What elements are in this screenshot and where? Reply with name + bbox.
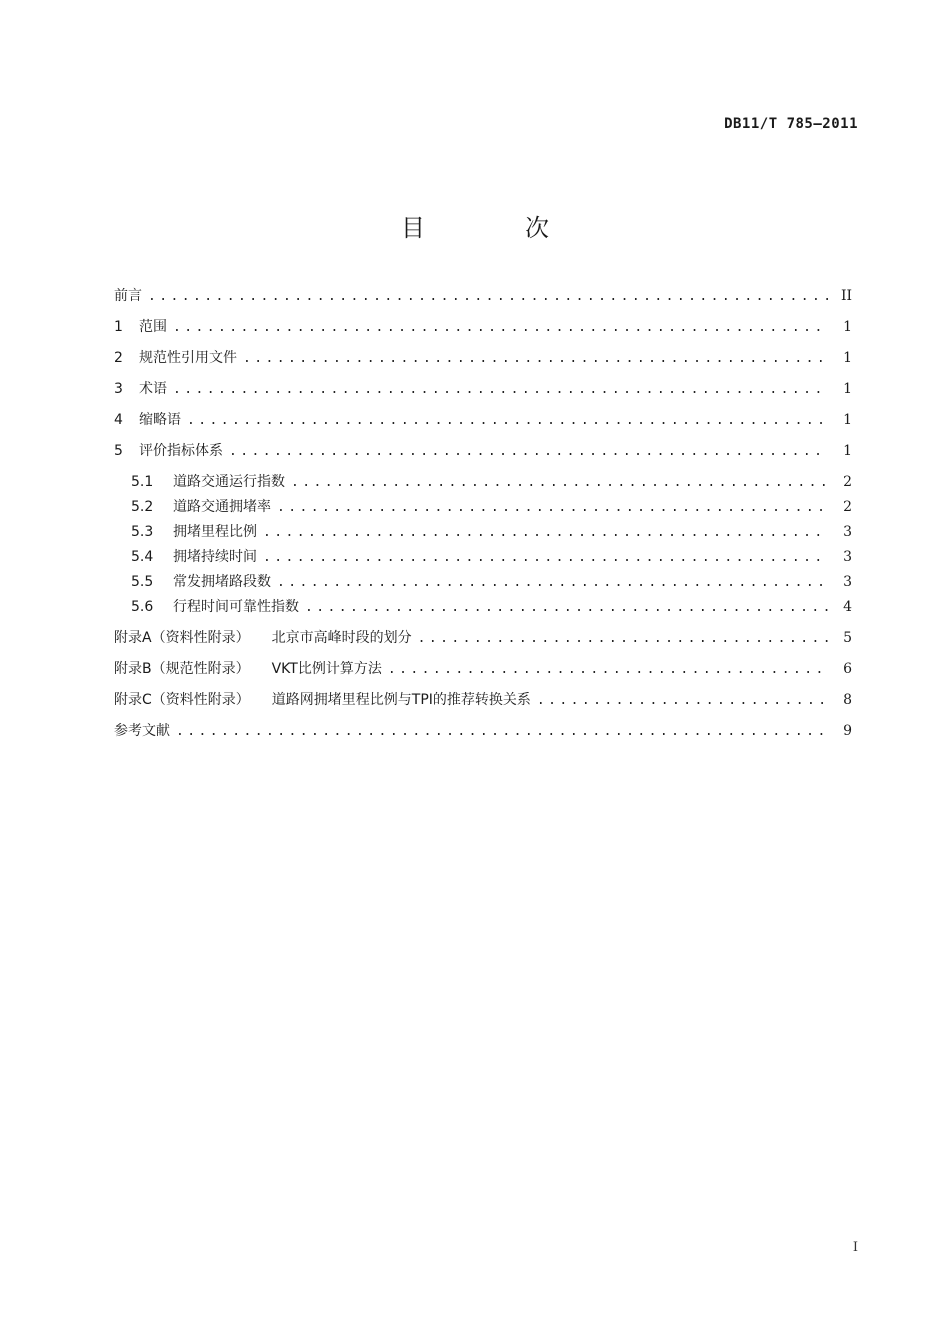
toc-subentry-5-1[interactable] (114, 472, 852, 497)
page-number: I (852, 1240, 858, 1255)
toc-entry-page: 1 (843, 443, 852, 459)
toc-entry-label: 评价指标体系 (139, 443, 223, 459)
toc-entry-number: 3 (114, 381, 123, 397)
toc-entry-page: 8 (843, 692, 852, 708)
toc-title: 目 次 (401, 214, 587, 242)
toc-entry-label: VKT比例计算方法 (271, 661, 382, 677)
toc-entry-number: 5.4 (131, 549, 154, 565)
toc-annex-designation: 附录A（资料性附录） (114, 630, 250, 646)
toc-subentry-5-2[interactable] (114, 497, 852, 522)
toc-subentry-5-3[interactable] (114, 522, 852, 547)
toc-entry-page: II (840, 288, 852, 304)
toc-entry-page: 3 (843, 574, 852, 590)
toc-entry-foreword[interactable] (114, 286, 852, 317)
toc-leader-dots (263, 548, 828, 568)
toc-leader-dots (187, 411, 828, 431)
toc-entry-label: 术语 (139, 381, 167, 397)
toc-entry-page: 1 (843, 350, 852, 366)
toc-entry-number: 1 (114, 319, 123, 335)
toc-entry-terms[interactable] (114, 379, 852, 410)
table-of-contents (114, 286, 852, 752)
toc-leader-dots (277, 573, 828, 593)
toc-entry-page: 2 (843, 474, 852, 490)
toc-entry-label: 行程时间可靠性指数 (173, 599, 299, 615)
toc-entry-scope[interactable] (114, 317, 852, 348)
toc-annex-designation: 附录C（资料性附录） (114, 692, 250, 708)
toc-entry-label: 道路交通运行指数 (173, 474, 285, 490)
toc-entry-annex-c[interactable] (114, 690, 852, 721)
toc-entry-abbreviations[interactable] (114, 410, 852, 441)
toc-entry-label: 北京市高峰时段的划分 (271, 630, 412, 646)
toc-leader-dots (176, 722, 828, 742)
toc-entry-page: 3 (843, 524, 852, 540)
toc-leader-dots (173, 380, 828, 400)
toc-subentry-5-6[interactable] (114, 597, 852, 628)
toc-entry-annex-b[interactable] (114, 659, 852, 690)
toc-entry-indicator-system[interactable] (114, 441, 852, 472)
toc-entry-number: 2 (114, 350, 123, 366)
toc-entry-number: 5 (114, 443, 123, 459)
toc-leader-dots (173, 318, 828, 338)
toc-entry-label: 道路网拥堵里程比例与TPI的推荐转换关系 (271, 692, 531, 708)
toc-entry-page: 1 (843, 412, 852, 428)
toc-subentry-5-5[interactable] (114, 572, 852, 597)
toc-entry-number: 4 (114, 412, 123, 428)
toc-subentry-5-4[interactable] (114, 547, 852, 572)
toc-entry-label: 常发拥堵路段数 (173, 574, 271, 590)
toc-entry-page: 1 (843, 381, 852, 397)
toc-entry-page: 5 (843, 630, 852, 646)
toc-leader-dots (243, 349, 828, 369)
toc-leader-dots (263, 523, 828, 543)
toc-entry-label: 缩略语 (139, 412, 181, 428)
toc-entry-normative-references[interactable] (114, 348, 852, 379)
toc-entry-label: 规范性引用文件 (139, 350, 237, 366)
toc-entry-number: 5.1 (131, 474, 154, 490)
toc-leader-dots (305, 598, 828, 618)
toc-entry-label: 前言 (114, 288, 142, 304)
toc-leader-dots (388, 660, 828, 680)
toc-entry-page: 9 (843, 723, 852, 739)
toc-leader-dots (291, 473, 828, 493)
toc-leader-dots (229, 442, 828, 462)
toc-leader-dots (277, 498, 828, 518)
toc-entry-label: 拥堵持续时间 (173, 549, 257, 565)
document-code: DB11/T 785—2011 (724, 116, 858, 132)
toc-entry-label: 范围 (139, 319, 167, 335)
toc-entry-bibliography[interactable] (114, 721, 852, 752)
toc-entry-number: 5.5 (131, 574, 154, 590)
toc-entry-page: 3 (843, 549, 852, 565)
toc-entry-label: 拥堵里程比例 (173, 524, 257, 540)
toc-entry-number: 5.2 (131, 499, 154, 515)
toc-entry-page: 1 (843, 319, 852, 335)
toc-leader-dots (418, 629, 828, 649)
toc-entry-page: 4 (843, 599, 852, 615)
toc-entry-label: 道路交通拥堵率 (173, 499, 271, 515)
toc-entry-label: 参考文献 (114, 723, 170, 739)
toc-entry-page: 2 (843, 499, 852, 515)
toc-entry-annex-a[interactable] (114, 628, 852, 659)
toc-entry-number: 5.6 (131, 599, 154, 615)
toc-entry-page: 6 (843, 661, 852, 677)
toc-entry-number: 5.3 (131, 524, 154, 540)
toc-annex-designation: 附录B（规范性附录） (114, 661, 250, 677)
toc-leader-dots (537, 691, 828, 711)
toc-leader-dots (148, 287, 828, 307)
